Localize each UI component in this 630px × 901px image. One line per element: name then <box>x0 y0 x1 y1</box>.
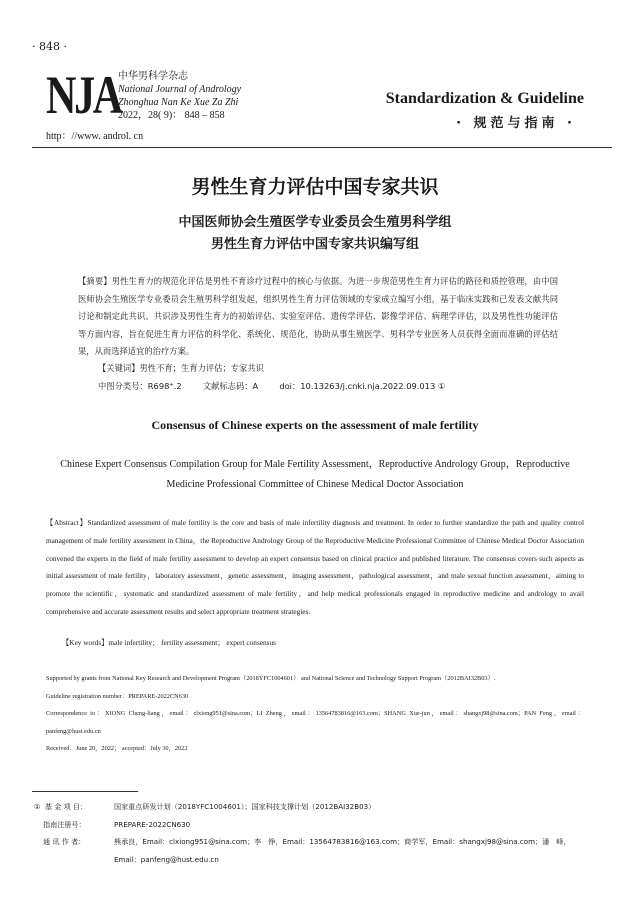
authors-en: Chinese Expert Consensus Compilation Group for Male Fertility Assessment，Reproductive Andrology Group，Reproductive Medicine Professional Committee of Chinese Medical Doctor Association <box>60 459 570 490</box>
classification-line: 中图分类号：R698⁺.2 文献标志码：A doi：10.13263/j.cnki.nja.2022.09.013 ① <box>98 381 446 391</box>
footnote-row <box>34 833 594 851</box>
journal-name-cn: 中华男科学杂志 <box>118 71 188 82</box>
article-title-en: Consensus of Chinese experts on the assessment of male fertility <box>151 418 479 432</box>
section-title-en: Standardization & Guideline <box>385 90 584 107</box>
page-number: · 848 · <box>32 40 67 53</box>
article-title-cn: 男性生育力评估中国专家共识 <box>191 176 439 198</box>
keywords-cn: 【关键词】男性不育；生育力评估；专家共识 <box>98 363 264 373</box>
note-line: Guideline registration number：PREPARE-2022CN630 <box>46 692 189 700</box>
journal-volume: 2022，28( 9)： 848 – 858 <box>118 110 225 121</box>
footnote-key: 通 讯 作 者： <box>34 837 86 846</box>
header-divider <box>32 147 612 148</box>
footnote-row <box>34 816 594 834</box>
footnote-text: PREPARE-2022CN630 <box>114 819 191 829</box>
journal-name-en: National Journal of Andrology <box>118 84 242 95</box>
footnote-key: 指南注册号： <box>34 819 86 829</box>
section-title-cn: · 规范与指南 · <box>456 116 576 131</box>
journal-url[interactable]: http：//www. androl. cn <box>46 131 144 142</box>
abstract-cn: 【摘要】男性生育力的规范化评估是男性不育诊疗过程中的核心与依据。为进一步规范男性生育力评估的路径和质控管理，由中国医师协会生殖医学专业委员会生殖男科学组发起，组织男性生育力评估领域的专家成立编写小组，基于临床实践和已发表文献共同讨论和制定此共识。共识涉及男性生育力的初始评估、实验室评估、遗传学评估、影像学评估、病理学评估，以及男性性功能评估等方面内容，旨在促进生育力评估的科学化、系统化、规范化，协助从事生殖医学、男科学专业医务人员获得全面而准确的评估结果，从而选择适宜的治疗方案。 <box>78 276 558 357</box>
footnote-text: Email：panfeng@hust.edu.cn <box>114 854 219 864</box>
author-group-cn: 中国医师协会生殖医学专业委员会生殖男科学组 <box>178 215 452 230</box>
abstract-en: 【Abstract】Standardized assessment of male fertility is the core and basis of male infertility diagnosis and treatment. In order to further standardize the path and quality control management of male fertility assessment in China，the Reproductive Andrology Group of the Reproductive Medicine Professional Committee of Chinese Medical Doctor Association convened the experts in the field of male fertility assessment to develop an expert consensus based on clinical practice and published literature. The consensus covers such aspects as initial assessment of male fertility，laboratory assessment，genetic assessment，imaging assessment，pathological assessment，and male sexual function assessment，aiming to promote the scientific，systematic and standardized assessment of male fertility，and help medical professionals engaged in reproductive medicine and andrology to avail comprehensive and accurate assessment results and select appropriate treatment strategies. <box>46 518 584 616</box>
footnote-row <box>34 798 594 816</box>
footnote-text: 国家重点研发计划（2018YFC1004601）；国家科技支撑计划（2012BAI32B03） <box>114 802 376 811</box>
note-line: Received：June 20，2022； accepted：July 30，2022 <box>46 745 188 752</box>
footnote-row <box>34 851 594 869</box>
funding-notes <box>46 670 584 758</box>
note-line: Supported by grants from National Key Research and Development Program（2018YFC1004601） and National Science and Technology Support Program（2012BAI32B03）. <box>46 675 496 682</box>
footnote-key <box>34 851 114 869</box>
footnotes <box>34 798 594 868</box>
footnote-divider <box>32 791 138 792</box>
author-group-cn: 男性生育力评估中国专家共识编写组 <box>210 237 419 252</box>
footnote-text: 熊承良，Email：clxiong951@sina.com；李 铮，Email：13564783816@163.com；商学军，Email：shangxj98@sina.com；潘 峰， <box>114 837 571 846</box>
footnote-key: ① 基 金 项 目： <box>34 802 88 811</box>
keywords-en: 【Key words】male infertility； fertility assessment； expert consensus <box>62 638 276 647</box>
journal-name-pinyin: Zhonghua Nan Ke Xue Za Zhi <box>118 97 239 108</box>
note-line: Correspondence to：XIONG Cheng-liang，email：clxiong951@sina.com；LI Zheng，email：13564783816@163.com；SHANG Xue-jun，email：shangxj98@sina.com；PAN Feng，email：panfeng@hust.edu.cn <box>46 710 584 735</box>
journal-logo: NJA <box>46 65 121 125</box>
